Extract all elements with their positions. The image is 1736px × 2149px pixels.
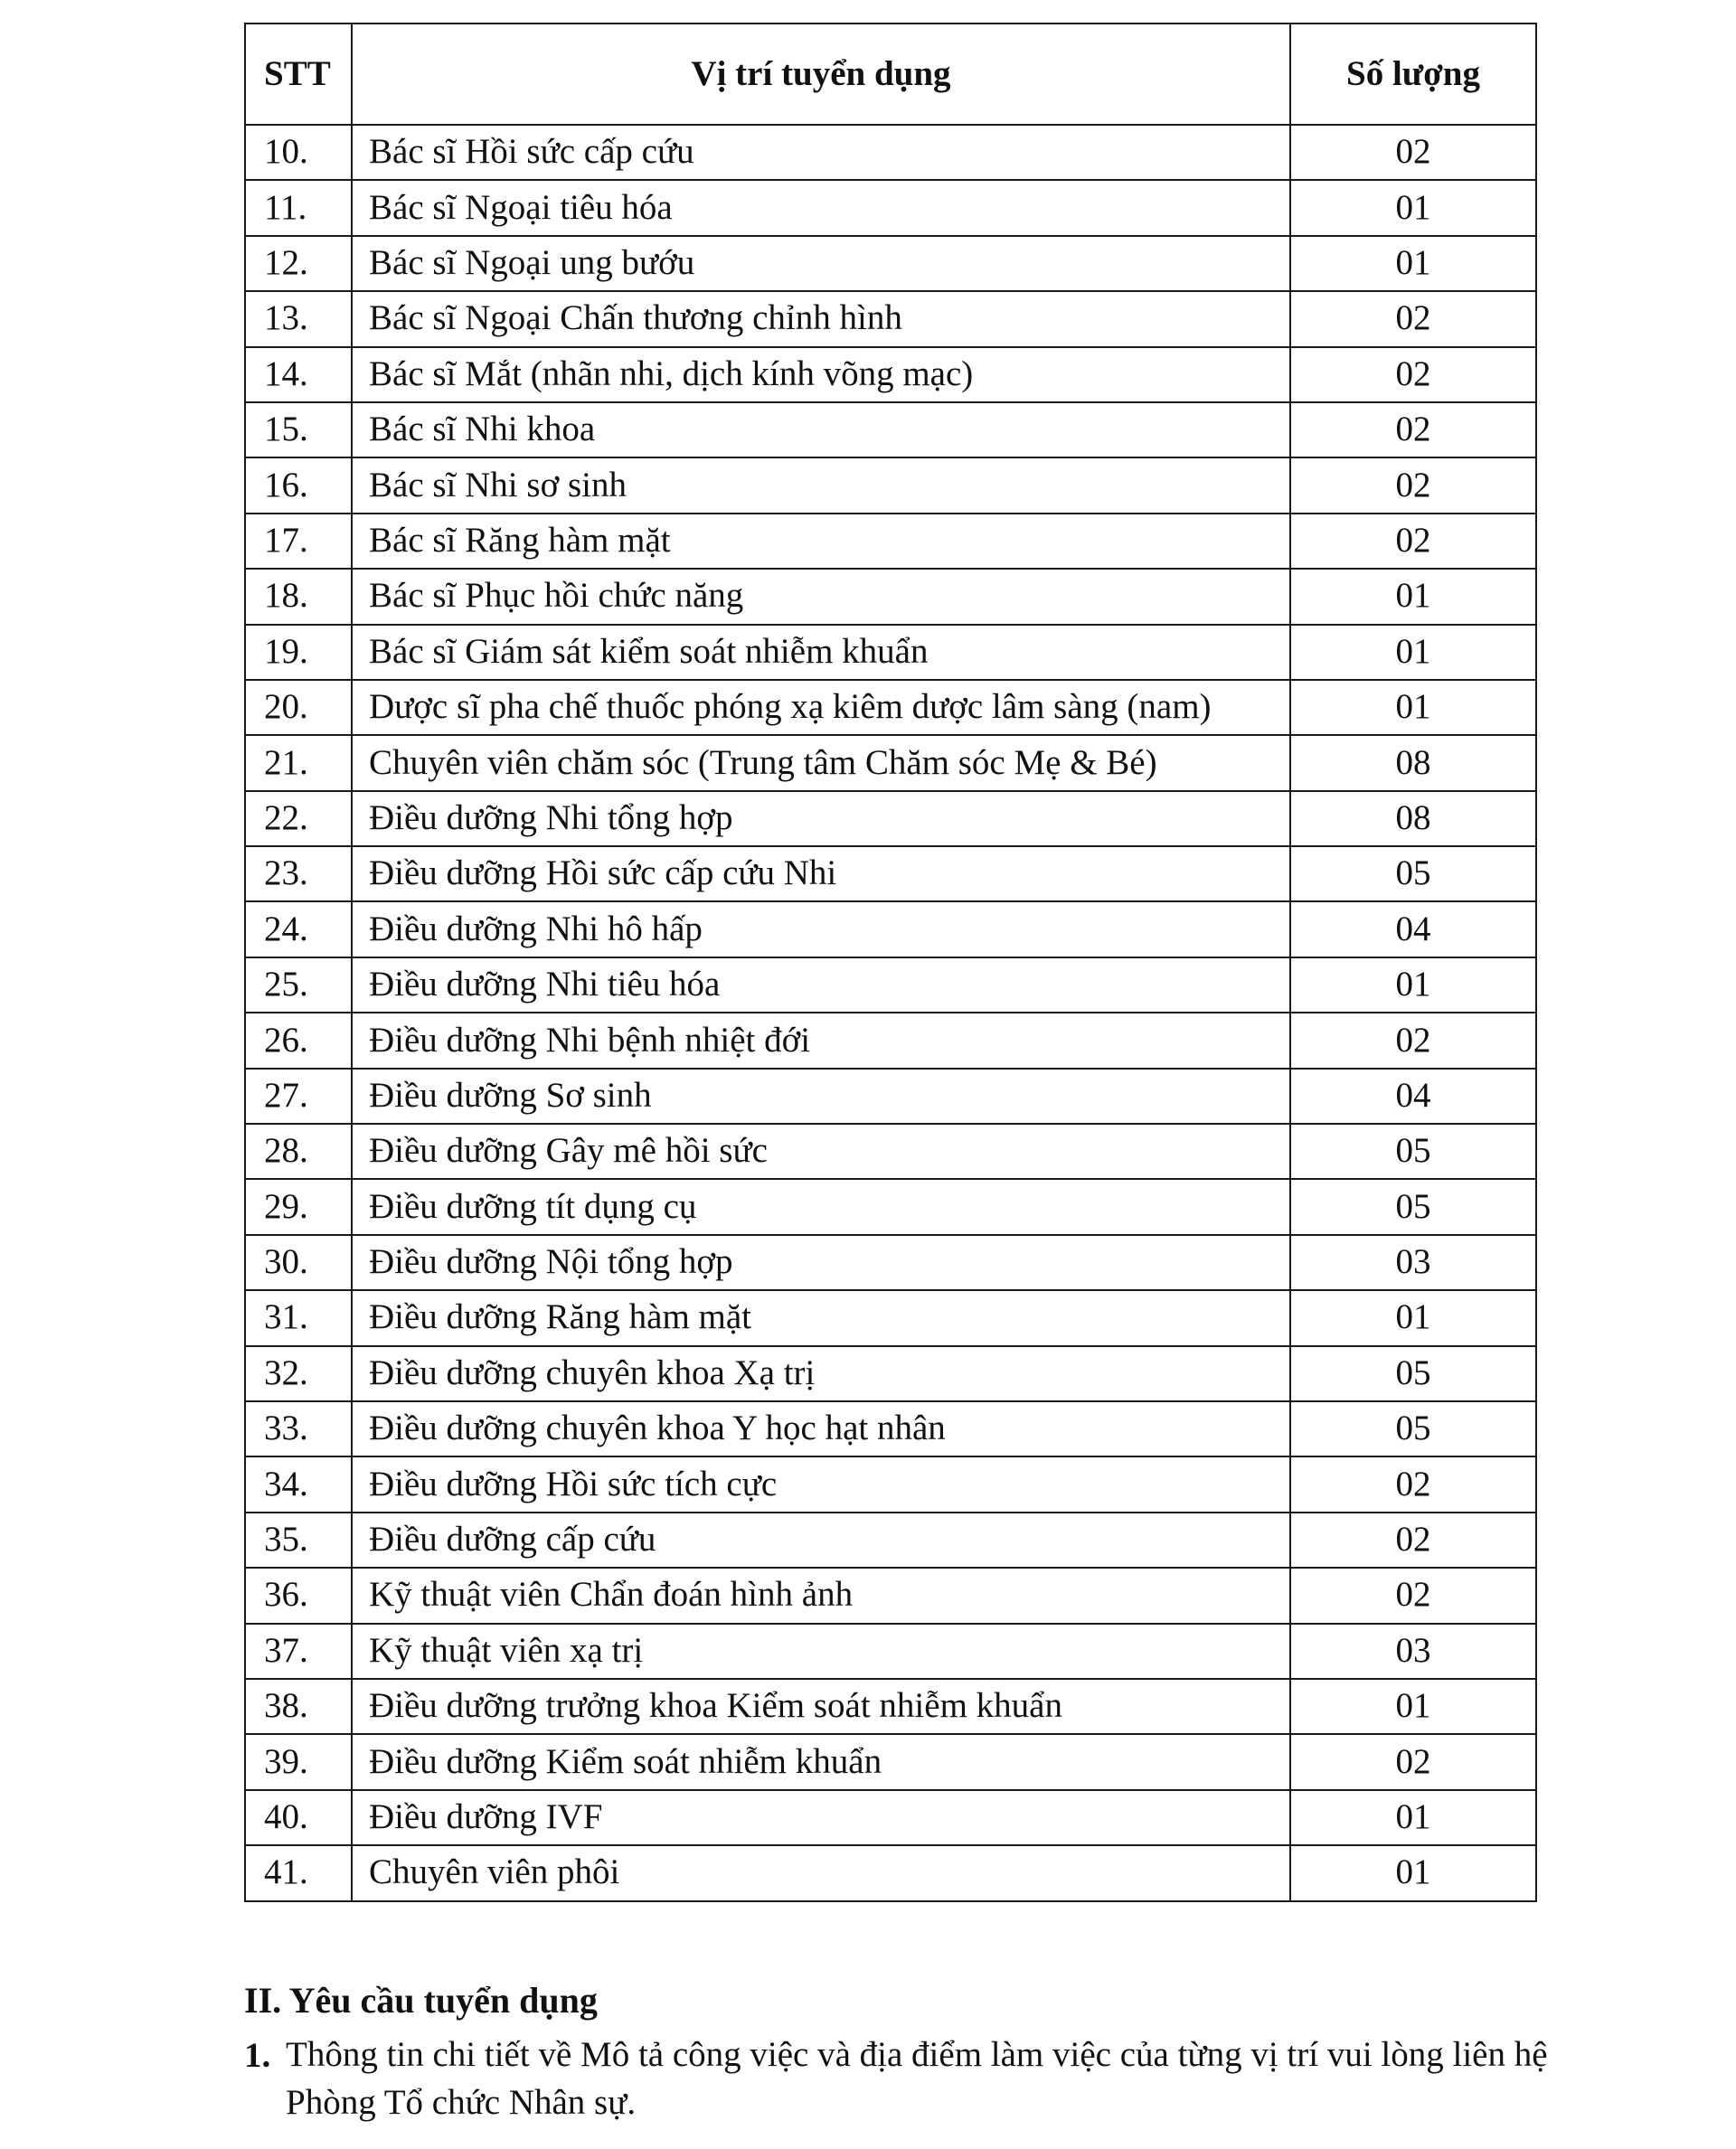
table-row — [245, 625, 1536, 680]
row-quantity: 01 — [1290, 180, 1536, 235]
table-row — [245, 846, 1536, 901]
row-position: Điều dưỡng Nhi tổng hợp — [352, 791, 1290, 846]
row-stt: 28. — [245, 1124, 352, 1179]
row-stt: 34. — [245, 1456, 352, 1512]
row-quantity: 05 — [1290, 1401, 1536, 1456]
row-stt: 18. — [245, 569, 352, 624]
table-row — [245, 1346, 1536, 1401]
row-position: Điều dưỡng Hồi sức cấp cứu Nhi — [352, 846, 1290, 901]
row-quantity: 02 — [1290, 457, 1536, 513]
row-quantity: 02 — [1290, 1568, 1536, 1623]
row-quantity: 01 — [1290, 236, 1536, 291]
row-quantity: 04 — [1290, 901, 1536, 957]
row-quantity: 02 — [1290, 1513, 1536, 1568]
row-position: Kỹ thuật viên Chẩn đoán hình ảnh — [352, 1568, 1290, 1623]
row-stt: 19. — [245, 625, 352, 680]
row-stt: 40. — [245, 1790, 352, 1845]
row-quantity: 05 — [1290, 1346, 1536, 1401]
row-quantity: 02 — [1290, 402, 1536, 457]
row-quantity: 01 — [1290, 957, 1536, 1013]
row-position: Bác sĩ Răng hàm mặt — [352, 514, 1290, 569]
row-quantity: 05 — [1290, 1124, 1536, 1179]
row-stt: 13. — [245, 291, 352, 346]
row-position: Bác sĩ Phục hồi chức năng — [352, 569, 1290, 624]
row-position: Điều dưỡng Sơ sinh — [352, 1069, 1290, 1124]
row-stt: 10. — [245, 125, 352, 180]
row-stt: 27. — [245, 1069, 352, 1124]
row-quantity: 02 — [1290, 1456, 1536, 1512]
row-quantity: 02 — [1290, 1734, 1536, 1789]
table-row — [245, 457, 1536, 513]
row-position: Điều dưỡng Kiểm soát nhiễm khuẩn — [352, 1734, 1290, 1789]
row-position: Bác sĩ Ngoại ung bướu — [352, 236, 1290, 291]
row-stt: 23. — [245, 846, 352, 901]
row-quantity: 01 — [1290, 1790, 1536, 1845]
row-quantity: 02 — [1290, 514, 1536, 569]
table-row — [245, 1013, 1536, 1068]
row-position: Điều dưỡng chuyên khoa Xạ trị — [352, 1346, 1290, 1401]
row-position: Bác sĩ Nhi sơ sinh — [352, 457, 1290, 513]
row-position: Bác sĩ Nhi khoa — [352, 402, 1290, 457]
row-stt: 11. — [245, 180, 352, 235]
table-row — [245, 291, 1536, 346]
row-position: Điều dưỡng Răng hàm mặt — [352, 1290, 1290, 1345]
row-quantity: 03 — [1290, 1235, 1536, 1290]
row-stt: 21. — [245, 735, 352, 790]
header-quantity: Số lượng — [1290, 24, 1536, 125]
row-stt: 22. — [245, 791, 352, 846]
row-stt: 38. — [245, 1679, 352, 1734]
row-position: Điều dưỡng Hồi sức tích cực — [352, 1456, 1290, 1512]
table-row — [245, 1179, 1536, 1234]
row-position: Điều dưỡng Nhi tiêu hóa — [352, 957, 1290, 1013]
row-position: Bác sĩ Hồi sức cấp cứu — [352, 125, 1290, 180]
table-body — [245, 125, 1536, 1901]
table-row — [245, 1679, 1536, 1734]
row-stt: 31. — [245, 1290, 352, 1345]
table-row — [245, 347, 1536, 402]
row-position: Dược sĩ pha chế thuốc phóng xạ kiêm dược lâm sàng (nam) — [352, 680, 1290, 735]
row-position: Bác sĩ Mắt (nhãn nhi, dịch kính võng mạc) — [352, 347, 1290, 402]
row-stt: 41. — [245, 1845, 352, 1900]
header-stt: STT — [245, 24, 352, 125]
requirement-text: Thông tin chi tiết về Mô tả công việc và địa điểm làm việc của từng vị trí vui lòng liên hệ Phòng Tổ chức Nhân sự. — [286, 2035, 1548, 2122]
row-position: Bác sĩ Ngoại Chấn thương chỉnh hình — [352, 291, 1290, 346]
row-stt: 12. — [245, 236, 352, 291]
row-quantity: 01 — [1290, 1679, 1536, 1734]
row-stt: 25. — [245, 957, 352, 1013]
row-quantity: 01 — [1290, 569, 1536, 624]
table-row — [245, 1456, 1536, 1512]
table-row — [245, 180, 1536, 235]
row-position: Chuyên viên chăm sóc (Trung tâm Chăm sóc Mẹ & Bé) — [352, 735, 1290, 790]
table-row — [245, 236, 1536, 291]
row-position: Điều dưỡng Nội tổng hợp — [352, 1235, 1290, 1290]
table-row — [245, 1069, 1536, 1124]
row-quantity: 02 — [1290, 125, 1536, 180]
table-row — [245, 791, 1536, 846]
row-quantity: 03 — [1290, 1624, 1536, 1679]
row-position: Bác sĩ Ngoại tiêu hóa — [352, 180, 1290, 235]
section-heading: II. Yêu cầu tuyển dụng — [244, 1980, 598, 2021]
row-stt: 26. — [245, 1013, 352, 1068]
row-position: Điều dưỡng tít dụng cụ — [352, 1179, 1290, 1234]
row-quantity: 01 — [1290, 1290, 1536, 1345]
table-row — [245, 1513, 1536, 1568]
row-position: Kỹ thuật viên xạ trị — [352, 1624, 1290, 1679]
row-position: Điều dưỡng cấp cứu — [352, 1513, 1290, 1568]
row-quantity: 01 — [1290, 625, 1536, 680]
row-quantity: 02 — [1290, 1013, 1536, 1068]
row-stt: 24. — [245, 901, 352, 957]
table-row — [245, 735, 1536, 790]
row-quantity: 08 — [1290, 791, 1536, 846]
row-stt: 36. — [245, 1568, 352, 1623]
row-position: Điều dưỡng chuyên khoa Y học hạt nhân — [352, 1401, 1290, 1456]
table-row — [245, 1235, 1536, 1290]
row-stt: 37. — [245, 1624, 352, 1679]
row-stt: 29. — [245, 1179, 352, 1234]
row-quantity: 05 — [1290, 1179, 1536, 1234]
requirement-item — [244, 2031, 1600, 2126]
table-row — [245, 680, 1536, 735]
row-stt: 20. — [245, 680, 352, 735]
row-stt: 32. — [245, 1346, 352, 1401]
table-row — [245, 1290, 1536, 1345]
row-quantity: 02 — [1290, 291, 1536, 346]
table-row — [245, 1790, 1536, 1845]
row-quantity: 01 — [1290, 680, 1536, 735]
row-quantity: 05 — [1290, 846, 1536, 901]
row-position: Điều dưỡng Nhi bệnh nhiệt đới — [352, 1013, 1290, 1068]
row-quantity: 02 — [1290, 347, 1536, 402]
row-stt: 16. — [245, 457, 352, 513]
table-row — [245, 569, 1536, 624]
table-row — [245, 402, 1536, 457]
recruitment-table — [244, 23, 1537, 1902]
row-position: Điều dưỡng Nhi hô hấp — [352, 901, 1290, 957]
table-row — [245, 1845, 1536, 1900]
table-header-row — [245, 24, 1536, 125]
table-row — [245, 901, 1536, 957]
row-quantity: 08 — [1290, 735, 1536, 790]
table-row — [245, 1401, 1536, 1456]
row-position: Điều dưỡng IVF — [352, 1790, 1290, 1845]
row-position: Bác sĩ Giám sát kiểm soát nhiễm khuẩn — [352, 625, 1290, 680]
table-row — [245, 1734, 1536, 1789]
table-row — [245, 1568, 1536, 1623]
table-row — [245, 1124, 1536, 1179]
requirement-number: 1. — [244, 2036, 271, 2075]
header-position: Vị trí tuyển dụng — [352, 24, 1290, 125]
row-stt: 39. — [245, 1734, 352, 1789]
row-position: Chuyên viên phôi — [352, 1845, 1290, 1900]
table-row — [245, 514, 1536, 569]
row-stt: 14. — [245, 347, 352, 402]
row-quantity: 04 — [1290, 1069, 1536, 1124]
table-row — [245, 125, 1536, 180]
row-position: Điều dưỡng trưởng khoa Kiểm soát nhiễm khuẩn — [352, 1679, 1290, 1734]
table-row — [245, 1624, 1536, 1679]
row-quantity: 01 — [1290, 1845, 1536, 1900]
requirements-section — [244, 1975, 1600, 2126]
row-stt: 17. — [245, 514, 352, 569]
row-stt: 33. — [245, 1401, 352, 1456]
row-stt: 15. — [245, 402, 352, 457]
row-stt: 35. — [245, 1513, 352, 1568]
row-position: Điều dưỡng Gây mê hồi sức — [352, 1124, 1290, 1179]
table-row — [245, 957, 1536, 1013]
row-stt: 30. — [245, 1235, 352, 1290]
